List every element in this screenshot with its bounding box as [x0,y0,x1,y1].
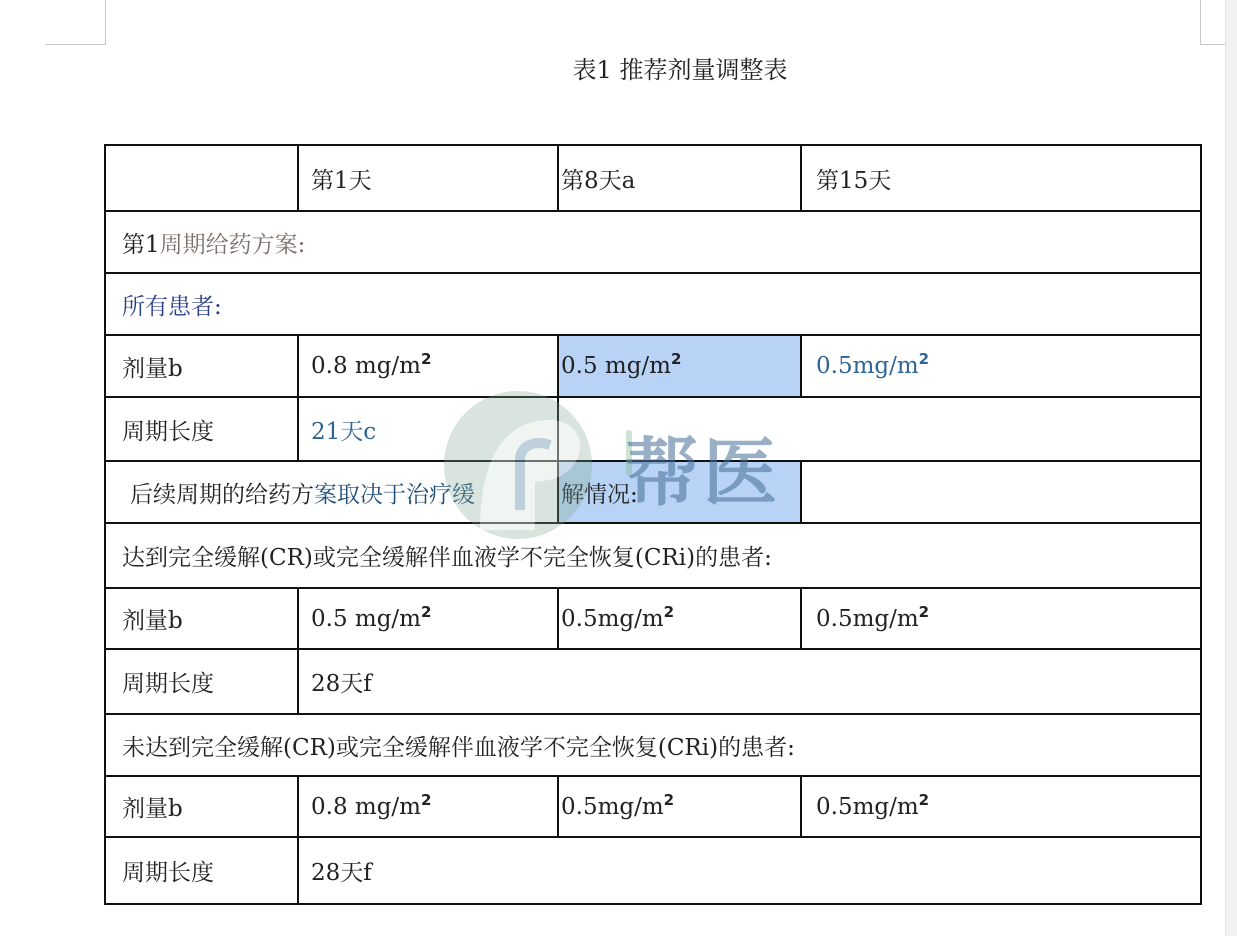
dose-day1-cell [298,588,558,649]
subsequent-empty [801,461,1201,523]
all-patients-label: 所有患者: [105,273,1201,335]
dose-day15-cell [801,335,1201,397]
crop-mark-top-left-vertical [105,0,106,45]
cycle1-rest: 周期给药方案: [159,231,306,258]
dose-value: 0.5mg/m [816,353,919,379]
superscript: 2 [420,790,432,809]
superscript: 2 [670,350,682,368]
table-row [105,776,1201,837]
header-day15: 第15天 [801,145,1201,211]
subsequent-section-row [105,461,1201,523]
superscript: 2 [918,602,930,621]
cycle-length-label: 周期长度 [105,649,298,714]
dose-value: 0.5 mg/m [311,605,421,632]
subsequent-label-part2: 解情况: [558,461,801,523]
table-row [105,837,1201,904]
header-cell-empty [105,145,298,211]
dose-value: 0.8 mg/m [311,353,421,379]
dose-value: 0.5mg/m [561,793,664,820]
crop-mark-top-right [1200,44,1225,45]
table-row [105,335,1201,397]
dose-day15-cell [801,588,1201,649]
dose-day8-cell [558,776,801,837]
header-day1: 第1天 [298,145,558,211]
watermark-text: 帮医 [625,430,781,516]
dose-day8-cell [558,335,801,397]
cycle1-section-label [105,211,1201,273]
subsequent-label-part1 [105,461,558,523]
superscript: 2 [918,790,930,809]
cycle-length-value: 28天f [298,649,1201,714]
cr-section-row [105,523,1201,588]
dose-day1-cell [298,335,558,397]
dose-label: 剂量b [105,588,298,649]
dose-value: 0.5 mg/m [561,353,671,379]
dose-value: 0.5mg/m [816,793,919,820]
table-row [105,649,1201,714]
superscript: 2 [663,790,675,809]
superscript: 2 [420,350,432,368]
table-header-row [105,145,1201,211]
noncr-section-row [105,714,1201,776]
noncr-patients-label: 未达到完全缓解(CR)或完全缓解伴血液学不完全恢复(CRi)的患者: [105,714,1201,776]
dose-label: 剂量b [105,776,298,837]
dose-value: 0.8 mg/m [311,793,421,820]
superscript: 2 [918,350,930,368]
crop-mark-top-right-vertical [1200,0,1201,45]
cycle-length-value: 21天c [298,397,558,461]
cr-patients-label: 达到完全缓解(CR)或完全缓解伴血液学不完全恢复(CRi)的患者: [105,523,1201,588]
cycle-length-label: 周期长度 [105,397,298,461]
dose-value: 0.5mg/m [816,605,919,632]
subsequent-text-a: 后续周期的给药方 [130,481,314,508]
dose-day1-cell [298,776,558,837]
header-day8: 第8天a [558,145,801,211]
cycle-length-label: 周期长度 [105,837,298,904]
page-right-gutter [1225,0,1237,936]
dose-adjustment-table [104,144,1202,905]
cycle1-section-row [105,211,1201,273]
dose-label: 剂量b [105,335,298,397]
dose-day8-cell [558,588,801,649]
table-row [105,397,1201,461]
superscript: 2 [420,602,432,621]
cycle-length-empty [558,397,1201,461]
cycle-length-value: 28天f [298,837,1201,904]
table-title: 表1 推荐剂量调整表 [572,56,788,84]
dose-day15-cell [801,776,1201,837]
dose-value: 0.5mg/m [561,605,664,632]
all-patients-row [105,273,1201,335]
superscript: 2 [663,602,675,621]
table-row [105,588,1201,649]
crop-mark-top-left [45,44,106,45]
cycle1-prefix: 第1 [122,231,160,258]
subsequent-text-b: 案取决于治疗缓 [314,481,475,508]
